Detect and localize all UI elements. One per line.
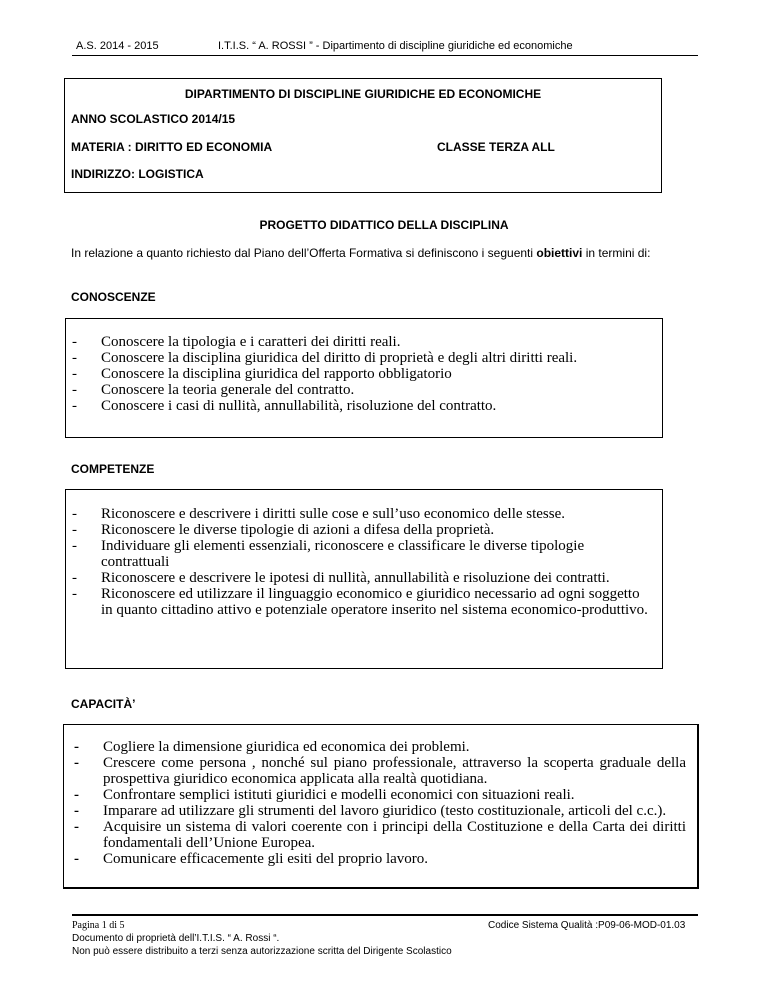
competenze-item (72, 538, 652, 570)
list-dash: - (72, 586, 77, 602)
competenze-item-text: Riconoscere ed utilizzare il linguaggio economico e giuridico necessario ad ogni soggetto in quanto cittadino attivo e potenziale operatore inserito nel sistema economico-produttivo. (101, 586, 648, 618)
capacita-box (63, 724, 699, 889)
competenze-item-text: Riconoscere le diverse tipologie di azioni a difesa della proprietà. (101, 522, 495, 538)
conoscenze-box (65, 318, 663, 438)
capacita-item (74, 755, 686, 787)
competenze-item (72, 570, 652, 586)
header-divider (72, 55, 698, 56)
competenze-item (72, 522, 652, 538)
competenze-item (72, 506, 652, 522)
conoscenze-heading: CONOSCENZE (71, 290, 156, 304)
list-dash: - (72, 398, 77, 414)
competenze-item-text: Riconoscere e descrivere i diritti sulle cose e sull’uso economico delle stesse. (101, 506, 566, 522)
capacita-item (74, 787, 686, 803)
competenze-box (65, 489, 663, 669)
footer-page-number: Pagina 1 di 5 (72, 920, 125, 931)
list-dash: - (72, 570, 77, 586)
track-label: INDIRIZZO: LOGISTICA (71, 167, 204, 181)
competenze-item-text: Riconoscere e descrivere le ipotesi di nullità, annullabilità e risoluzione dei contratti. (101, 570, 610, 586)
capacita-item-text: Crescere come persona , nonché sul piano professionale, attraverso la scoperta graduale della prospettiva giuridico economica applicata alla realtà quotidiana. (103, 755, 686, 787)
subject-label: MATERIA : DIRITTO ED ECONOMIA (71, 140, 273, 154)
footer-divider (72, 914, 698, 916)
capacita-item-text: Cogliere la dimensione giuridica ed economica dei problemi. (103, 739, 470, 755)
class-label: CLASSE TERZA ALL (437, 140, 555, 154)
project-title: PROGETTO DIDATTICO DELLA DISCIPLINA (259, 218, 509, 232)
list-dash: - (74, 755, 79, 771)
conoscenze-list (72, 334, 652, 414)
conoscenze-item (72, 334, 652, 350)
info-box (64, 78, 662, 193)
conoscenze-item-text: Conoscere la disciplina giuridica del diritto di proprietà e degli altri diritti reali. (101, 350, 578, 366)
capacita-item-text: Imparare ad utilizzare gli strumenti del lavoro giuridico (testo costituzionale, articoli del c.c.). (103, 803, 667, 819)
list-dash: - (74, 739, 79, 755)
capacita-heading: CAPACITÀ’ (71, 697, 136, 711)
department-title: DIPARTIMENTO DI DISCIPLINE GIURIDICHE ED ECONOMICHE (184, 87, 542, 101)
capacita-item-text: Confrontare semplici istituti giuridici e modelli economici con situazioni reali. (103, 787, 575, 803)
competenze-list (72, 506, 652, 618)
conoscenze-item-text: Conoscere la disciplina giuridica del rapporto obbligatorio (101, 366, 452, 382)
conoscenze-item (72, 398, 652, 414)
list-dash: - (74, 851, 79, 867)
list-dash: - (74, 819, 79, 835)
header-school-year: A.S. 2014 - 2015 (76, 40, 159, 52)
list-dash: - (74, 803, 79, 819)
capacita-item-text: Comunicare efficacemente gli esiti del proprio lavoro. (103, 851, 429, 867)
capacita-item (74, 803, 686, 819)
conoscenze-item (72, 350, 652, 366)
school-year-label: ANNO SCOLASTICO 2014/15 (71, 112, 236, 126)
conoscenze-item-text: Conoscere i casi di nullità, annullabilità, risoluzione del contratto. (101, 398, 497, 414)
intro-text-bold: obiettivi (536, 246, 583, 260)
list-dash: - (72, 538, 77, 554)
footer-quality-code: Codice Sistema Qualità :P09-06-MOD-01.03 (488, 920, 686, 931)
capacita-item (74, 819, 686, 851)
conoscenze-item (72, 366, 652, 382)
intro-text-after: in termini di: (582, 246, 651, 260)
list-dash: - (72, 334, 77, 350)
conoscenze-item-text: Conoscere la tipologia e i caratteri dei diritti reali. (101, 334, 401, 350)
list-dash: - (72, 522, 77, 538)
list-dash: - (74, 787, 79, 803)
footer-distribution-note: Non può essere distribuito a terzi senza autorizzazione scritta del Dirigente Scolastico (72, 946, 452, 957)
competenze-item (72, 586, 652, 618)
conoscenze-item-text: Conoscere la teoria generale del contratto. (101, 382, 355, 398)
capacita-list (74, 739, 686, 867)
list-dash: - (72, 506, 77, 522)
competenze-heading: COMPETENZE (71, 462, 155, 476)
capacita-item-text: Acquisire un sistema di valori coerente con i principi della Costituzione e della Carta dei diritti fondamentali dell’Unione Europea. (103, 819, 686, 851)
conoscenze-item (72, 382, 652, 398)
list-dash: - (72, 366, 77, 382)
intro-text-before: In relazione a quanto richiesto dal Piano dell’Offerta Formativa si definiscono i seguenti (71, 246, 537, 260)
capacita-item (74, 739, 686, 755)
list-dash: - (72, 350, 77, 366)
intro-paragraph (71, 246, 681, 261)
header-institute: I.T.I.S. “ A. ROSSI ” - Dipartimento di discipline giuridiche ed economiche (218, 40, 573, 52)
competenze-item-text: Individuare gli elementi essenziali, riconoscere e classificare le diverse tipologie contrattuali (101, 538, 585, 570)
capacita-item (74, 851, 686, 867)
list-dash: - (72, 382, 77, 398)
footer-ownership: Documento di proprietà dell’I.T.I.S. “ A. Rossi “. (72, 933, 280, 944)
